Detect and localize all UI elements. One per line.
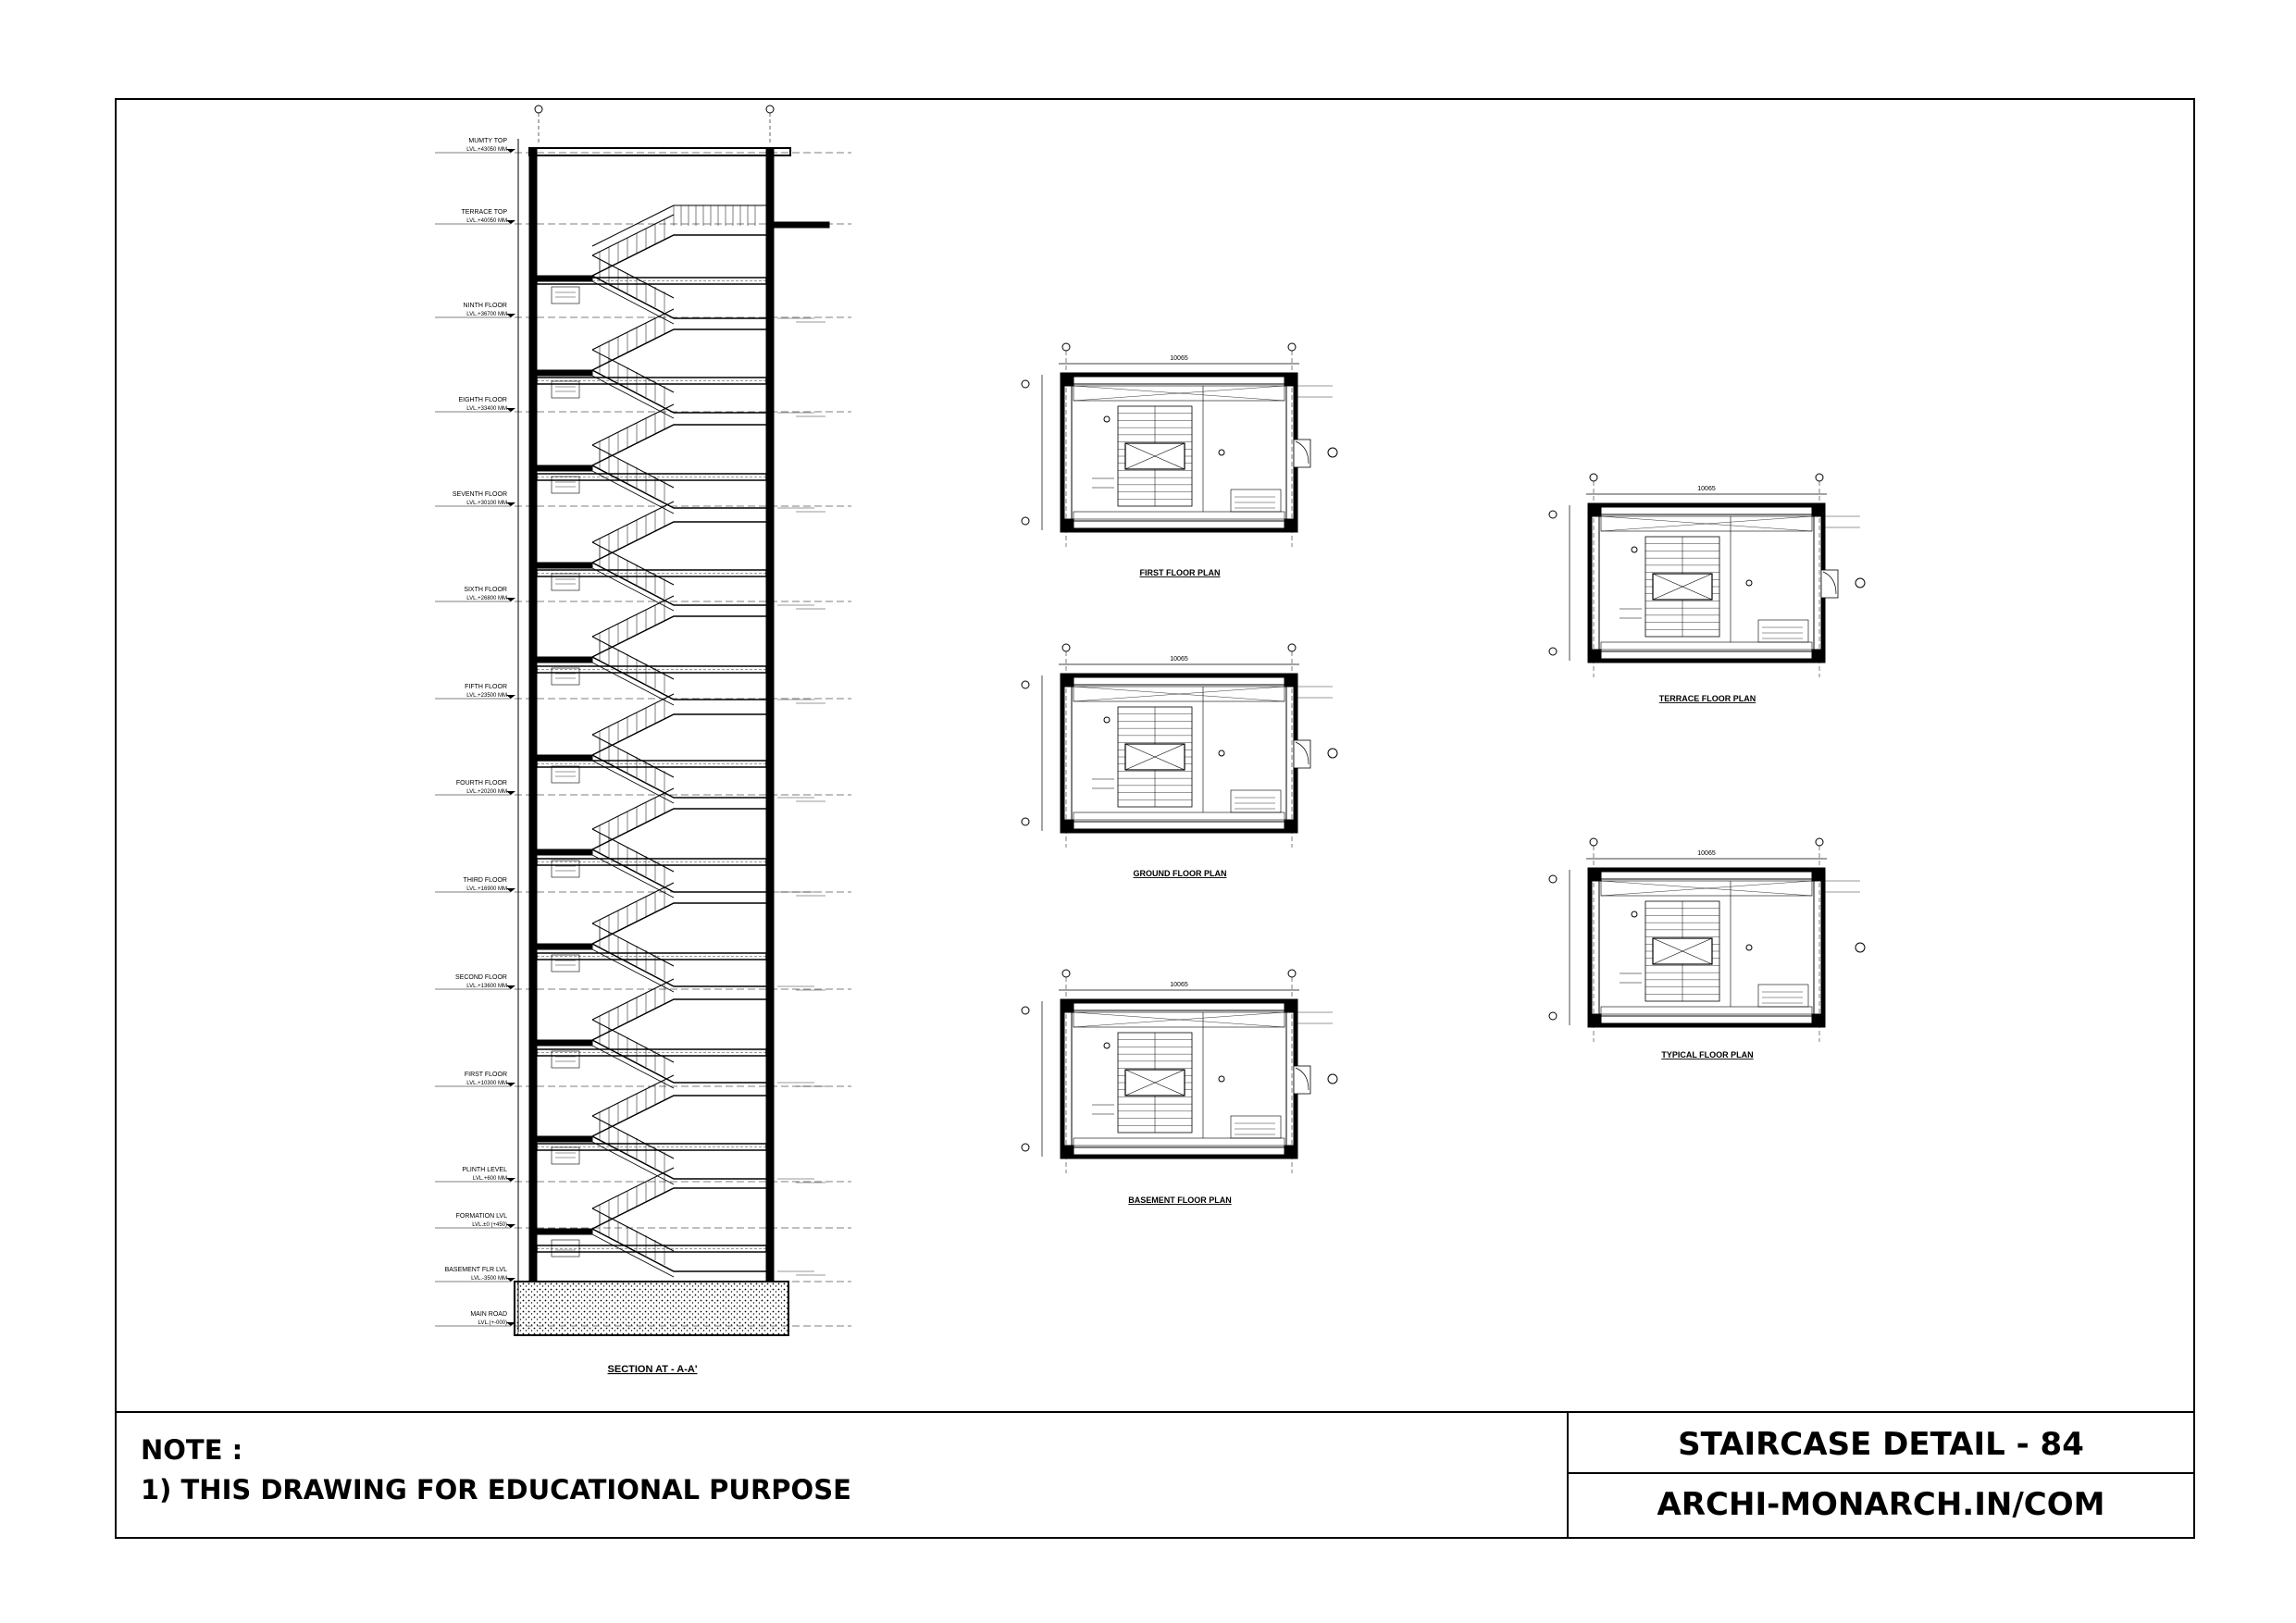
stair-flight	[537, 309, 825, 418]
plan-width-dimension: 10065	[1697, 850, 1716, 857]
floor-plan	[1022, 644, 1337, 878]
plan-column	[1285, 820, 1297, 833]
door-opening	[1821, 570, 1838, 598]
plan-axis-marker	[1549, 511, 1557, 518]
level-value: LVL.+40050 MM	[466, 218, 507, 224]
drawing-title: STAIRCASE DETAIL - 84	[1678, 1426, 2084, 1463]
stair-flight-soffit	[592, 1234, 674, 1277]
level-marker	[1219, 1076, 1224, 1082]
level-value: LVL.+30100 MM	[466, 501, 507, 506]
level-marker	[1104, 416, 1110, 422]
level-marker	[506, 888, 515, 892]
section-marker	[1328, 448, 1337, 457]
plan-column	[1285, 519, 1297, 532]
section-level	[435, 138, 851, 153]
plan-axis-marker	[1590, 474, 1597, 481]
floor-plan	[1022, 970, 1337, 1205]
level-marker	[506, 598, 515, 601]
mid-landing	[537, 944, 592, 949]
note-heading: NOTE :	[141, 1434, 243, 1466]
level-marker	[506, 149, 515, 153]
handrail	[592, 350, 674, 392]
level-name: EIGHTH FLOOR	[458, 397, 507, 403]
handrail	[592, 596, 674, 637]
level-marker	[506, 791, 515, 795]
level-value: LVL.+600 MM	[472, 1176, 507, 1182]
level-value: LVL.+26800 MM	[466, 596, 507, 601]
level-marker	[1746, 945, 1752, 950]
level-name: FOURTH FLOOR	[455, 780, 507, 787]
section-marker	[1855, 578, 1865, 588]
foundation-raft	[515, 1282, 788, 1335]
plan-column	[1285, 999, 1297, 1012]
handrail	[592, 883, 674, 923]
door-opening	[1294, 440, 1310, 467]
plan-column	[1061, 519, 1074, 532]
plan-axis-marker	[1062, 343, 1070, 351]
level-value: LVL.+36700 MM	[466, 312, 507, 317]
level-name: BASEMENT FLR LVL	[444, 1267, 507, 1273]
plan-column	[1061, 674, 1074, 687]
floor-plan	[1549, 838, 1865, 1059]
plan-bottom-strip	[1601, 1007, 1812, 1014]
mid-landing	[537, 1136, 592, 1142]
level-marker	[1632, 911, 1637, 917]
handrail	[592, 542, 674, 585]
section-level	[435, 684, 851, 699]
level-marker	[506, 314, 515, 317]
plan-axis-marker	[1022, 818, 1029, 825]
handrail	[592, 788, 674, 829]
mumty-roof-slab	[529, 148, 790, 155]
level-marker	[506, 1224, 515, 1228]
terrace-handrail	[592, 205, 674, 246]
section-level	[435, 303, 851, 317]
stair-flight	[537, 215, 825, 324]
stair-flight	[537, 694, 825, 803]
section-right-wall	[766, 148, 774, 1282]
handrail	[592, 1168, 674, 1208]
level-name: THIRD FLOOR	[463, 877, 507, 884]
riser-schedule-box	[552, 1240, 579, 1257]
plan-axis-marker	[1288, 343, 1296, 351]
level-marker	[506, 408, 515, 412]
handrail	[592, 255, 674, 298]
level-value: LVL.+13600 MM	[466, 984, 507, 989]
section-left-wall	[529, 148, 537, 1282]
plan-column	[1061, 999, 1074, 1012]
level-marker	[506, 502, 515, 506]
stair-flight	[537, 502, 825, 611]
handrail	[592, 445, 674, 488]
level-marker	[506, 695, 515, 699]
handrail	[592, 309, 674, 350]
mid-landing	[537, 370, 592, 376]
section-level	[435, 491, 851, 506]
riser-schedule-box	[552, 668, 579, 685]
plan-column	[1812, 1014, 1825, 1027]
level-marker	[1746, 580, 1752, 586]
riser-schedule-box	[552, 861, 579, 877]
section-marker	[1328, 1074, 1337, 1084]
level-value: LVL.+16900 MM	[466, 886, 507, 892]
grid-axis-marker	[766, 105, 774, 113]
note-line: 1) THIS DRAWING FOR EDUCATIONAL PURPOSE	[141, 1474, 851, 1505]
plan-axis-marker	[1549, 1012, 1557, 1020]
plan-axis-marker	[1022, 1144, 1029, 1151]
plan-column	[1061, 373, 1074, 386]
stair-flight-soffit	[592, 855, 674, 898]
level-marker	[1104, 1043, 1110, 1048]
plan-column	[1812, 503, 1825, 516]
riser-tread-spec-box	[1231, 489, 1281, 512]
handrail	[592, 502, 674, 542]
plan-axis-marker	[1022, 517, 1029, 525]
plan-bottom-strip	[1074, 512, 1285, 519]
mid-landing	[537, 1229, 592, 1234]
level-value: LVL.-3500 MM	[471, 1276, 507, 1282]
level-marker	[1219, 750, 1224, 756]
level-name: FORMATION LVL	[455, 1213, 507, 1220]
handrail	[592, 404, 674, 445]
section-level	[435, 1213, 851, 1228]
riser-schedule-box	[552, 477, 579, 493]
sheet-border	[116, 99, 2194, 1538]
plan-axis-marker	[1022, 681, 1029, 688]
level-value: LVL.+20200 MM	[466, 789, 507, 795]
section-a-a	[435, 105, 851, 1335]
section-level	[435, 974, 851, 989]
plan-column	[1061, 1146, 1074, 1158]
mid-landing	[537, 1040, 592, 1046]
level-name: PLINTH LEVEL	[462, 1167, 507, 1173]
level-value: LVL.+23500 MM	[466, 693, 507, 699]
level-marker	[1219, 450, 1224, 455]
floor-plan	[1549, 474, 1865, 703]
section-level	[435, 397, 851, 412]
plan-axis-marker	[1062, 644, 1070, 651]
mid-landing	[537, 657, 592, 663]
riser-tread-spec-box	[1758, 620, 1808, 642]
level-name: TERRACE TOP	[461, 209, 507, 216]
plan-width-dimension: 10065	[1170, 355, 1188, 362]
plan-column	[1588, 1014, 1601, 1027]
plan-title: FIRST FLOOR PLAN	[1139, 568, 1221, 577]
mid-landing	[537, 563, 592, 568]
level-marker	[506, 1178, 515, 1182]
level-name: FIFTH FLOOR	[465, 684, 507, 690]
section-level	[435, 1167, 851, 1182]
stair-flight	[537, 788, 825, 898]
plan-title: BASEMENT FLOOR PLAN	[1128, 1196, 1232, 1205]
plan-width-dimension: 10065	[1697, 486, 1716, 492]
handrail	[592, 215, 674, 255]
level-marker	[506, 1083, 515, 1086]
plan-axis-marker	[1549, 875, 1557, 883]
section-caption: SECTION AT - A-A'	[607, 1364, 698, 1375]
section-marker	[1855, 943, 1865, 952]
mid-landing	[537, 465, 592, 471]
plan-column	[1812, 650, 1825, 663]
section-level	[435, 877, 851, 892]
plan-axis-marker	[1022, 1007, 1029, 1014]
plan-title: TERRACE FLOOR PLAN	[1658, 694, 1756, 703]
grid-axis-marker	[535, 105, 542, 113]
stair-flight-soffit	[592, 568, 674, 611]
plan-title: GROUND FLOOR PLAN	[1133, 869, 1227, 878]
plan-column	[1588, 868, 1601, 881]
riser-schedule-box	[552, 766, 579, 783]
website-credit: ARCHI-MONARCH.IN/COM	[1657, 1486, 2105, 1523]
handrail	[592, 1116, 674, 1158]
level-name: FIRST FLOOR	[464, 1072, 507, 1078]
level-name: SIXTH FLOOR	[464, 587, 507, 593]
level-value: LVL.(+-000)	[478, 1320, 507, 1326]
plan-column	[1812, 868, 1825, 881]
floor-plan	[1022, 343, 1337, 577]
level-name: NINTH FLOOR	[463, 303, 507, 309]
mid-landing	[537, 755, 592, 761]
stair-flight	[537, 596, 825, 705]
riser-tread-spec-box	[1758, 985, 1808, 1007]
plan-axis-marker	[1062, 970, 1070, 977]
level-name: SEVENTH FLOOR	[452, 491, 507, 498]
plan-axis-marker	[1549, 648, 1557, 655]
plan-width-dimension: 10065	[1170, 656, 1188, 663]
door-opening	[1294, 740, 1310, 768]
riser-schedule-box	[552, 287, 579, 304]
plan-axis-marker	[1022, 380, 1029, 388]
level-marker	[1104, 717, 1110, 723]
section-level	[435, 1072, 851, 1086]
handrail	[592, 1208, 674, 1251]
plan-axis-marker	[1288, 970, 1296, 977]
handrail	[592, 735, 674, 777]
stair-flight	[537, 979, 825, 1088]
stair-flight-soffit	[592, 1142, 674, 1184]
stair-flight	[537, 404, 825, 514]
plan-bottom-strip	[1074, 812, 1285, 820]
plan-column	[1285, 674, 1297, 687]
section-marker	[1328, 749, 1337, 758]
mid-landing	[537, 276, 592, 281]
plan-axis-marker	[1288, 644, 1296, 651]
plan-bottom-strip	[1601, 642, 1812, 650]
plan-title: TYPICAL FLOOR PLAN	[1661, 1050, 1754, 1059]
riser-schedule-box	[552, 1051, 579, 1068]
mid-landing	[537, 849, 592, 855]
level-name: MUMTY TOP	[468, 138, 507, 144]
handrail	[592, 694, 674, 735]
level-marker	[506, 220, 515, 224]
plan-column	[1285, 373, 1297, 386]
stair-flight	[537, 1075, 825, 1184]
terrace-slab	[774, 222, 829, 228]
plan-column	[1285, 1146, 1297, 1158]
plan-column	[1061, 820, 1074, 833]
stair-flight	[537, 883, 825, 992]
level-marker	[506, 985, 515, 989]
riser-schedule-box	[552, 955, 579, 972]
plan-column	[1588, 503, 1601, 516]
level-value: LVL.+43050 MM	[466, 147, 507, 153]
plan-bottom-strip	[1074, 1138, 1285, 1146]
handrail	[592, 979, 674, 1020]
plan-axis-marker	[1816, 474, 1823, 481]
plan-column	[1588, 650, 1601, 663]
level-name: SECOND FLOOR	[454, 974, 507, 981]
plan-width-dimension: 10065	[1170, 982, 1188, 988]
handrail	[592, 1075, 674, 1116]
level-value: LVL.+10300 MM	[466, 1081, 507, 1086]
riser-tread-spec-box	[1231, 1116, 1281, 1138]
plan-axis-marker	[1816, 838, 1823, 846]
level-marker	[1632, 547, 1637, 552]
floor-plans	[1022, 343, 1865, 1205]
level-value: LVL.±0 (+450)	[472, 1222, 507, 1228]
level-name: MAIN ROAD	[470, 1311, 507, 1318]
door-opening	[1294, 1066, 1310, 1094]
stair-flight	[537, 1168, 825, 1277]
plan-axis-marker	[1590, 838, 1597, 846]
riser-tread-spec-box	[1231, 790, 1281, 812]
section-level	[435, 1267, 851, 1282]
level-value: LVL.+33400 MM	[466, 406, 507, 412]
